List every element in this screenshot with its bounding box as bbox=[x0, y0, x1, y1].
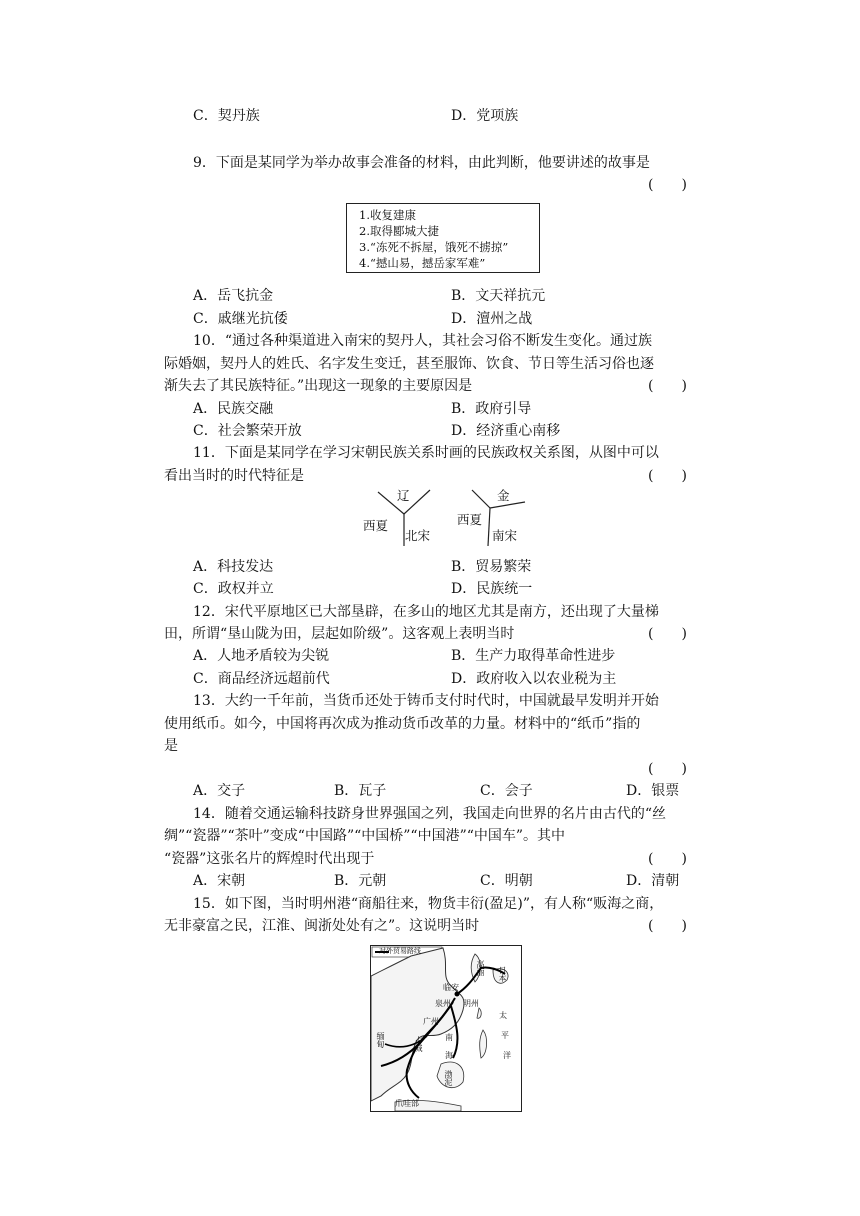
q9-answer-paren: ( ) bbox=[648, 177, 687, 193]
fig2-label-nansong: 南宋 bbox=[492, 528, 518, 543]
map-label-tai: 太 bbox=[499, 1011, 507, 1020]
fig1-label-liao: 辽 bbox=[397, 488, 410, 503]
map-label-yang: 洋 bbox=[503, 1051, 511, 1060]
q9-box-line-1: 1.收复建康 bbox=[359, 208, 416, 222]
q13-line-3: 是 bbox=[164, 738, 178, 754]
q10-option-d: D．经济重心南移 bbox=[451, 423, 561, 439]
map-label-guangzhou: 广州 bbox=[423, 1017, 439, 1026]
q9-option-b: B．文天祥抗元 bbox=[451, 288, 546, 304]
q14-option-a: A．宋朝 bbox=[193, 873, 246, 889]
q11-line-1: 11．下面是某同学在学习宋朝民族关系时画的民族政权关系图，从图中可以 bbox=[193, 445, 659, 461]
q14-line-2: 绸”“瓷器”“茶叶”变成“中国路”“中国桥”“中国港”“中国车”。其中 bbox=[164, 828, 566, 844]
q10-line-2: 际婚姻，契丹人的姓氏、名字发生变迁，甚至服饰、饮食、节日等生活习俗也逐 bbox=[164, 356, 654, 372]
q14-line-1: 14．随着交通运输科技跻身世界强国之列，我国走向世界的名片由古代的“丝 bbox=[193, 806, 666, 822]
map-label-burma: 缅甸 bbox=[376, 1032, 385, 1048]
q12-line-1: 12．宋代平原地区已大部垦辟，在多山的地区尤其是南方，还出现了大量梯 bbox=[193, 604, 659, 620]
q13-line-1: 13．大约一千年前，当货币还处于铸币支付时代时，中国就最早发明并开始 bbox=[193, 693, 659, 709]
q11-option-a: A．科技发达 bbox=[193, 559, 274, 575]
q13-line-2: 使用纸币。如今，中国将再次成为推动货币改革的力量。材料中的“纸币”指的 bbox=[164, 716, 641, 732]
q9-option-a: A．岳飞抗金 bbox=[193, 288, 274, 304]
map-label-japan: 日本 bbox=[498, 966, 507, 982]
fig1-label-beisong: 北宋 bbox=[405, 528, 431, 543]
fig1-label-xixia: 西夏 bbox=[363, 518, 389, 533]
q10-answer-paren: ( ) bbox=[648, 378, 687, 394]
q12-option-c: C．商品经济远超前代 bbox=[193, 671, 330, 687]
q11-option-d: D．民族统一 bbox=[451, 581, 533, 597]
q9-option-d: D．澶州之战 bbox=[451, 311, 533, 327]
fig2-label-xixia: 西夏 bbox=[457, 512, 483, 527]
q10-line-3: 渐失去了其民族特征。”出现这一现象的主要原因是 bbox=[164, 378, 473, 394]
q11-answer-paren: ( ) bbox=[648, 468, 687, 484]
q13-option-c: C．会子 bbox=[480, 783, 533, 799]
q9-box-line-3: 3.“冻死不拆屋，饿死不掳掠” bbox=[359, 240, 509, 254]
map-label-boni: 渤泥 bbox=[444, 1070, 453, 1086]
q12-option-b: B．生产力取得革命性进步 bbox=[451, 648, 616, 664]
q13-option-d: D．银票 bbox=[626, 783, 680, 799]
q9-material-box bbox=[346, 203, 540, 273]
q13-answer-paren: ( ) bbox=[648, 761, 687, 777]
q15-line-1: 15．如下图，当时明州港“商船往来，物货丰衍(盈足)”，有人称“贩海之商， bbox=[193, 896, 664, 912]
q11-option-c: C．政权并立 bbox=[193, 581, 274, 597]
trade-route-map bbox=[370, 945, 522, 1112]
q15-answer-paren: ( ) bbox=[648, 918, 687, 934]
q10-option-b: B．政府引导 bbox=[451, 401, 532, 417]
q12-option-d: D．政府收入以农业税为主 bbox=[451, 671, 617, 687]
q10-line-1: 10．“通过各种渠道进入南宋的契丹人，其社会习俗不断发生变化。通过族 bbox=[193, 333, 652, 349]
q9-box-line-4: 4.“撼山易，撼岳家军难” bbox=[359, 256, 486, 270]
q9-option-c: C．戚继光抗倭 bbox=[193, 311, 288, 327]
q15-line-2: 无非豪富之民，江淮、闽浙处处有之”。这说明当时 bbox=[164, 918, 480, 934]
map-label-quanzhou: 泉州 bbox=[435, 999, 451, 1008]
q12-option-a: A．人地矛盾较为尖锐 bbox=[193, 648, 330, 664]
q14-option-c: C．明朝 bbox=[480, 873, 533, 889]
q13-option-b: B．瓦子 bbox=[334, 783, 387, 799]
q14-option-b: B．元朝 bbox=[334, 873, 387, 889]
q11-line-2: 看出当时的时代特征是 bbox=[164, 468, 304, 484]
q14-answer-paren: ( ) bbox=[648, 851, 687, 867]
fig2-label-jin: 金 bbox=[497, 488, 510, 503]
q12-answer-paren: ( ) bbox=[648, 626, 687, 642]
q10-option-c: C．社会繁荣开放 bbox=[193, 423, 302, 439]
map-label-champa: 占城 bbox=[414, 1036, 423, 1052]
q14-option-d: D．清朝 bbox=[626, 873, 680, 889]
q14-line-3: “瓷器”这张名片的辉煌时代出现于 bbox=[164, 851, 375, 867]
q13-option-a: A．交子 bbox=[193, 783, 246, 799]
map-label-hai: 海 bbox=[445, 1051, 453, 1060]
q9-stem: 9．下面是某同学为举办故事会准备的材料，由此判断，他要讲述的故事是 bbox=[193, 155, 650, 171]
map-label-mingzhou: 明州 bbox=[463, 999, 479, 1008]
map-label-linan: 临安 bbox=[443, 983, 459, 992]
q10-option-a: A．民族交融 bbox=[193, 401, 274, 417]
q11-option-b: B．贸易繁荣 bbox=[451, 559, 532, 575]
map-label-goryeo: 高丽 bbox=[476, 960, 485, 976]
q12-line-2: 田，所谓“垦山陇为田，层起如阶级”。这客观上表明当时 bbox=[164, 626, 515, 642]
q8-option-c: C．契丹族 bbox=[193, 108, 260, 124]
map-label-nan: 南 bbox=[445, 1033, 453, 1042]
q8-option-d: D．党项族 bbox=[451, 108, 519, 124]
map-label-ping: 平 bbox=[501, 1031, 509, 1040]
map-legend-label: 对外贸易路线 bbox=[379, 947, 421, 955]
q9-box-line-2: 2.取得郾城大捷 bbox=[359, 224, 439, 238]
map-label-java: 爪哇部 bbox=[395, 1099, 419, 1108]
